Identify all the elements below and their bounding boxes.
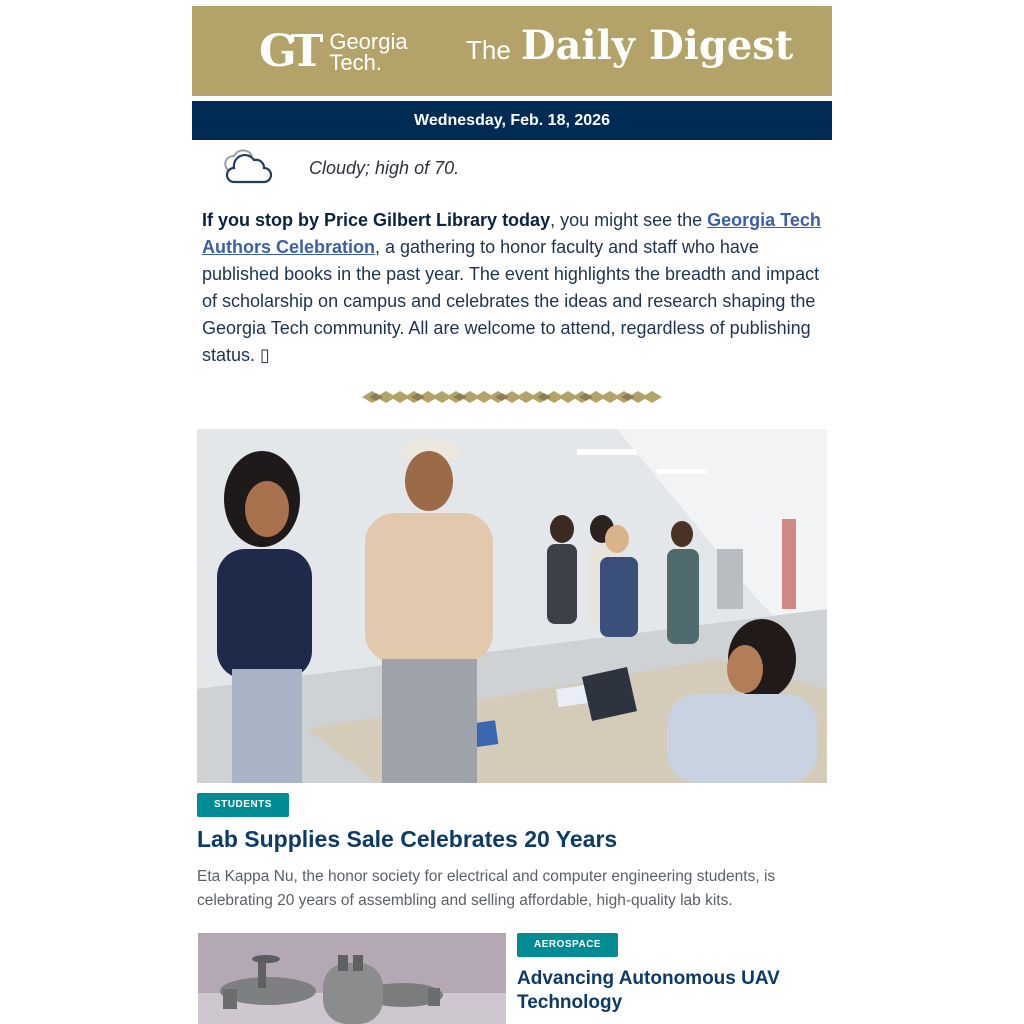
uav-photo[interactable] <box>198 933 506 1024</box>
gt-logo-line2: Tech. <box>329 50 382 75</box>
cloud-icon <box>220 148 272 186</box>
intro-lead: If you stop by Price Gilbert Library today <box>202 210 551 230</box>
date-text: Wednesday, Feb. 18, 2026 <box>414 111 610 129</box>
lab-sale-illustration <box>197 429 827 783</box>
gt-logo-words <box>329 31 407 73</box>
date-bar <box>192 101 832 140</box>
intro-paragraph <box>202 207 822 369</box>
gt-logo-mark: GT <box>259 26 318 77</box>
uav-illustration <box>198 933 506 1024</box>
gt-logo-line1: Georgia <box>329 29 408 54</box>
weather-text: Cloudy; high of 70. <box>309 158 460 178</box>
title-name: Daily Digest <box>520 22 794 69</box>
title-prefix: The <box>466 35 511 65</box>
students-tag[interactable]: STUDENTS <box>197 793 289 817</box>
newsletter-title <box>466 22 793 69</box>
intro-trailing-glyph: ▯ <box>260 345 270 365</box>
intro-text-2: , a gathering to honor faculty and staff who have published books in the past year. The event highlights the breadth and impact of scholarship on campus and celebrates the ideas and research shaping the Georgia Tech community. All are welcome to attend, regardless of publishing status. <box>202 237 820 365</box>
story-title-uav[interactable]: Advancing Autonomous UAV Technology <box>517 968 780 1013</box>
diamond-divider <box>362 388 662 406</box>
aerospace-tag[interactable]: AEROSPACE <box>517 933 618 957</box>
intro-text-1: , you might see the <box>550 210 708 230</box>
lab-sale-photo[interactable] <box>197 429 827 783</box>
georgia-tech-logo[interactable] <box>259 28 408 76</box>
masthead <box>192 6 832 96</box>
story-title-lab-supplies[interactable]: Lab Supplies Sale Celebrates 20 Years <box>197 826 618 852</box>
story-description-lab-supplies: Eta Kappa Nu, the honor society for electrical and computer engineering students, is celebrating 20 years of assembling and selling affordable, high-quality lab kits. <box>197 868 776 909</box>
authors-celebration-link[interactable]: Georgia Tech Authors Celebration <box>202 210 821 257</box>
weather-row <box>192 146 832 190</box>
